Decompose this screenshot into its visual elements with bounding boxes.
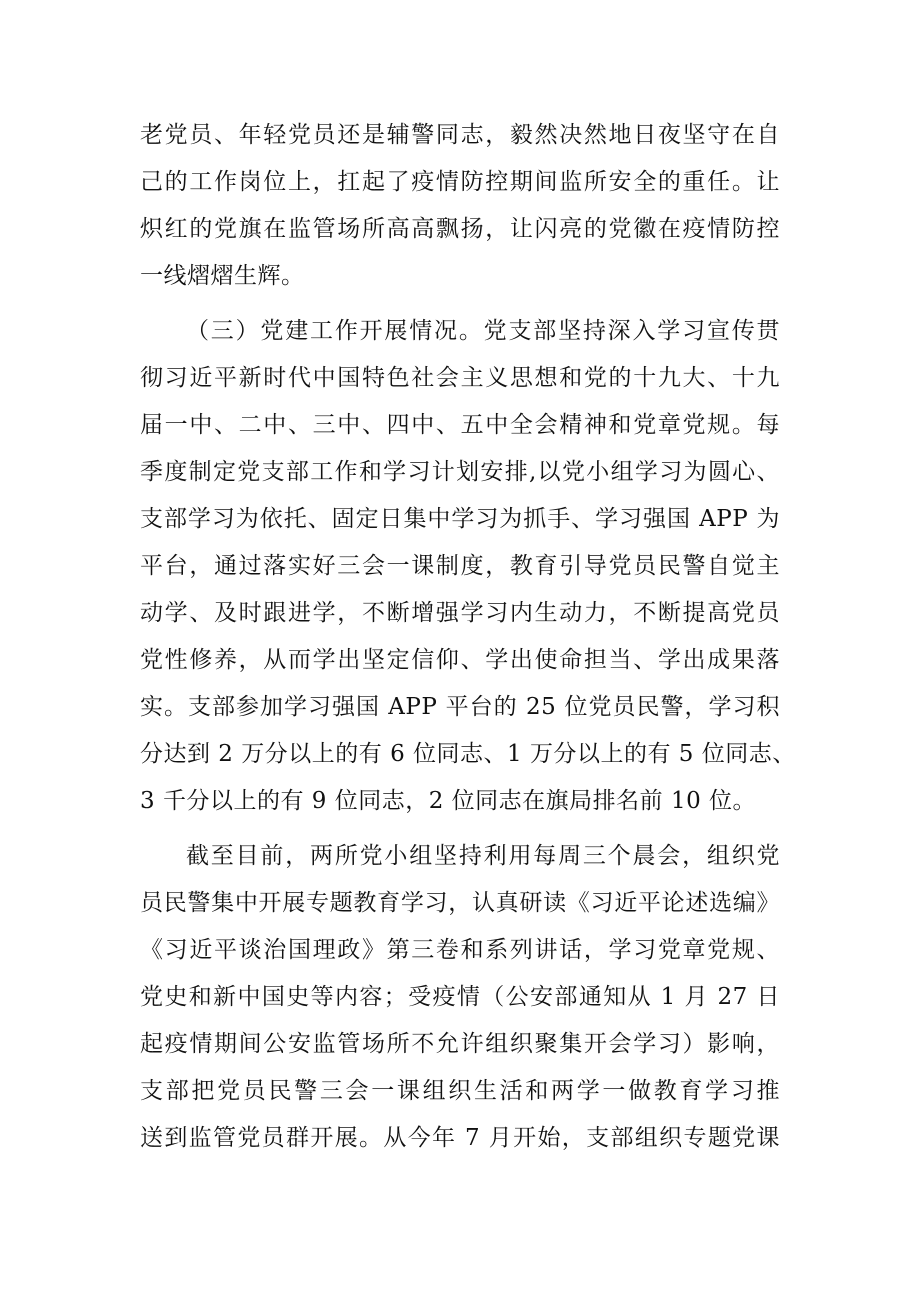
paragraph-gap <box>140 300 780 308</box>
paragraph-2-line-10: 分达到 2 万分以上的有 6 位同志、1 万分以上的有 5 位同志、 <box>140 741 796 767</box>
paragraph-2-line-7: 动学、及时跟进学，不断增强学习内生动力，不断提高党员 <box>140 600 780 626</box>
paragraph-3-line-4: 党史和新中国史等内容；受疫情（公安部通知从 1 月 27 日 <box>140 984 780 1010</box>
paragraph-3-line-7: 送到监管党员群开展。从今年 7 月开始，支部组织专题党课 <box>140 1125 780 1151</box>
paragraph-gap <box>140 825 780 833</box>
paragraph-2-line-1: （三）党建工作开展情况。党支部坚持深入学习宣传贯 <box>186 318 780 344</box>
paragraph-3-line-5: 起疫情期间公安监管场所不允许组织聚集开会学习）影响， <box>140 1031 780 1057</box>
paragraph-1-line-2: 己的工作岗位上，扛起了疫情防控期间监所安全的重任。让 <box>140 169 780 195</box>
paragraph-2-line-2: 彻习近平新时代中国特色社会主义思想和党的十九大、十九 <box>140 365 780 391</box>
paragraph-3-line-1: 截至目前，两所党小组坚持利用每周三个晨会，组织党 <box>186 843 780 869</box>
document-body <box>140 112 796 1162</box>
paragraph-3-line-3: 《习近平谈治国理政》第三卷和系列讲话，学习党章党规、 <box>140 937 780 963</box>
paragraph-2-line-6: 平台，通过落实好三会一课制度，教育引导党员民警自觉主 <box>140 553 780 579</box>
paragraph-3-line-6: 支部把党员民警三会一课组织生活和两学一做教育学习推 <box>140 1078 780 1104</box>
paragraph-3-line-2: 员民警集中开展专题教育学习，认真研读《习近平论述选编》 <box>140 890 780 916</box>
paragraph-2-line-3: 届一中、二中、三中、四中、五中全会精神和党章党规。每 <box>140 412 780 438</box>
paragraph-2-line-11: 3 千分以上的有 9 位同志，2 位同志在旗局排名前 10 位。 <box>140 788 757 814</box>
paragraph-2-line-8: 党性修养，从而学出坚定信仰、学出使命担当、学出成果落 <box>140 647 780 673</box>
paragraph-1-line-4: 一线熠熠生辉。 <box>140 263 305 289</box>
paragraph-1-line-3: 炽红的党旗在监管场所高高飘扬，让闪亮的党徽在疫情防控 <box>140 216 780 242</box>
paragraph-2-line-4: 季度制定党支部工作和学习计划安排,以党小组学习为圆心、 <box>140 459 780 485</box>
paragraph-2-line-5: 支部学习为依托、固定日集中学习为抓手、学习强国 APP 为 <box>140 506 780 532</box>
paragraph-2-line-9: 实。支部参加学习强国 APP 平台的 25 位党员民警，学习积 <box>140 694 780 720</box>
paragraph-1-line-1: 老党员、年轻党员还是辅警同志，毅然决然地日夜坚守在自 <box>140 122 780 148</box>
